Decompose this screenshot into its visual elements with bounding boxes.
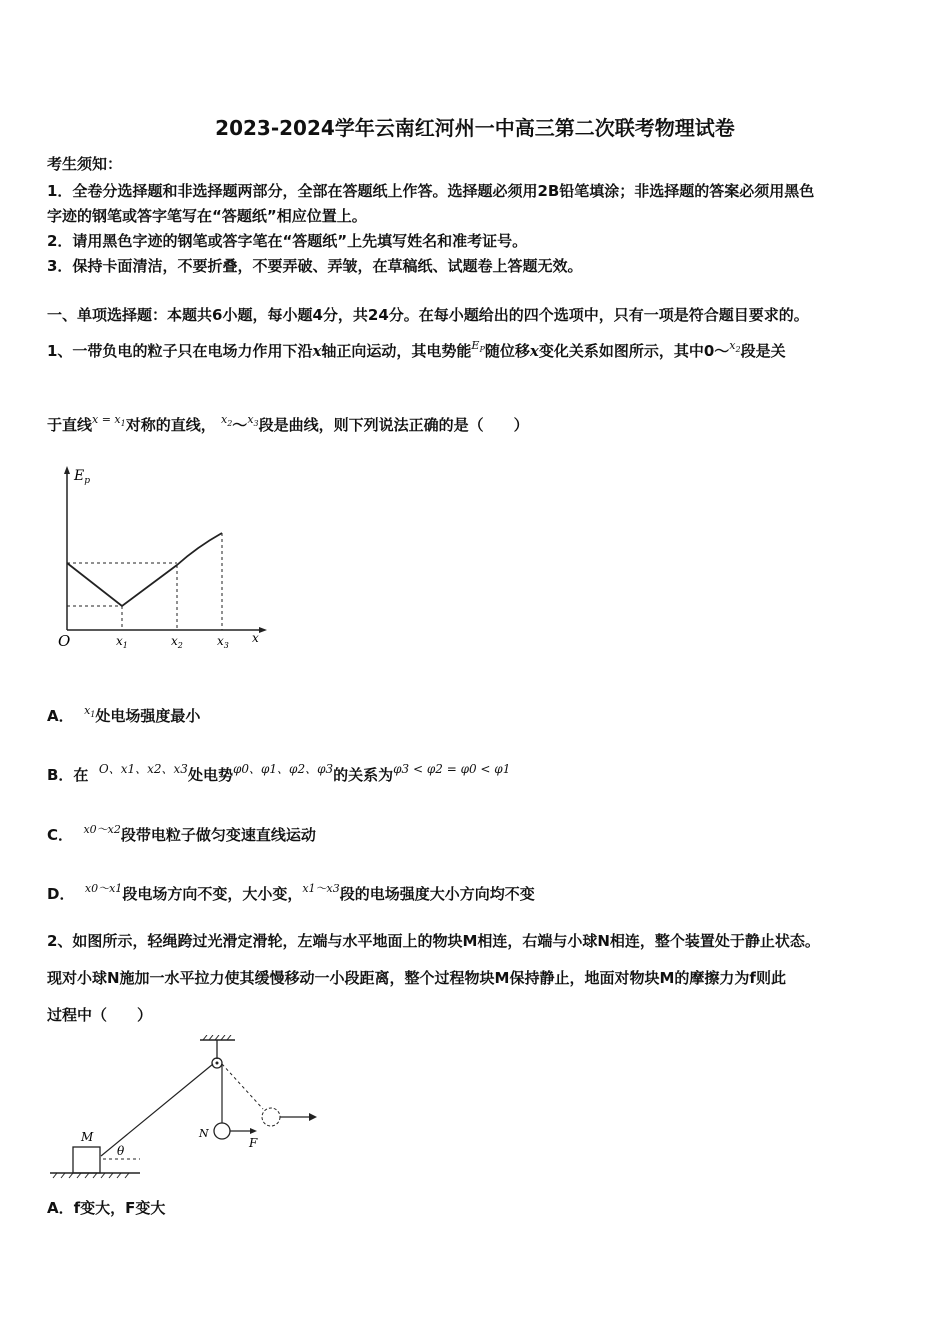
q1-text-h: 段是曲线，则下列说法正确的是（ ）	[258, 416, 529, 434]
section-heading: 一、单项选择题：本题共6小题，每小题4分，共24分。在每小题给出的四个选项中，只有一项是符合题目要求的。	[47, 306, 809, 324]
option-a-label: A．	[47, 707, 74, 725]
option-c-label: C．	[47, 826, 74, 844]
q2-line3: 过程中（ ）	[47, 1006, 153, 1024]
q1-x3: x3	[247, 413, 259, 429]
q1-text-g: 对称的直线，	[125, 416, 216, 434]
q1-option-b[interactable]	[47, 764, 510, 785]
option-b-mid: 处电势	[187, 766, 233, 784]
q2-line2: 现对小球N施加一水平拉力使其缓慢移动一小段距离，整个过程物块M保持静止，地面对物块M的摩擦力为f则此	[47, 969, 786, 987]
q1-ep: EP	[471, 339, 485, 355]
label-m: M	[81, 1130, 94, 1144]
q1-line2	[47, 414, 529, 435]
option-a-var: x1	[84, 704, 96, 720]
option-d-range2: x1～x3	[302, 882, 340, 895]
label-theta: θ	[117, 1144, 125, 1158]
q1-var-x-2: x	[529, 342, 539, 360]
option-c-text: 段带电粒子做匀变速直线运动	[120, 826, 316, 844]
notice-item-3: 3．保持卡面清洁，不要折叠，不要弄破、弄皱，在草稿纸、试题卷上答题无效。	[47, 257, 583, 275]
q1-option-a[interactable]	[47, 705, 200, 726]
q1-text-f: 于直线	[47, 416, 93, 434]
notice-item-1b: 字迹的钢笔或答字笔写在“答题纸”相应位置上。	[47, 207, 367, 225]
q1-option-d[interactable]	[47, 883, 535, 904]
option-c-range: x0～x2	[83, 823, 121, 836]
origin-label: O	[58, 632, 71, 650]
y-axis-arrow	[64, 466, 70, 474]
label-f: F	[249, 1136, 258, 1150]
label-n: N	[199, 1127, 209, 1140]
q2-option-a[interactable]: A．f变大，F变大	[47, 1199, 166, 1217]
ep-x-graph	[52, 462, 282, 662]
q1-x2: x2	[729, 339, 741, 355]
option-b-phis: φ0、φ1、φ2、φ3	[232, 762, 334, 776]
force-arrow-head	[309, 1113, 317, 1121]
q1-x2b: x2	[220, 413, 233, 429]
q1-var-x: x	[312, 342, 322, 360]
rope-dashed	[222, 1064, 263, 1109]
block-m	[73, 1147, 100, 1173]
option-d-range1: x0～x1	[84, 882, 123, 895]
x3-tick-label: $x_3$	[217, 634, 229, 650]
force-f-head	[250, 1128, 257, 1134]
ep-line-segment	[67, 563, 177, 606]
option-a-text: 处电场强度最小	[95, 707, 201, 725]
option-b-points: O、x1、x2、x3	[98, 762, 188, 776]
q1-text-c: 随位移	[484, 342, 530, 360]
notice-item-1a: 1．全卷分选择题和非选择题两部分，全部在答题纸上作答。选择题必须用2B铅笔填涂；非选择题的答案必须用黑色	[47, 182, 815, 200]
x-axis-label: x	[252, 631, 259, 645]
q1-tilde: ～	[232, 416, 248, 434]
x-axis-arrow	[259, 627, 267, 633]
q1-line1	[47, 340, 786, 361]
y-axis-label: $E_p$	[74, 468, 90, 486]
notice-heading: 考生须知：	[47, 155, 123, 173]
page-title: 2023-2024学年云南红河州一中高三第二次联考物理试卷	[215, 116, 735, 140]
q1-text-a: 1、一带负电的粒子只在电场力作用下沿	[47, 342, 313, 360]
q1-text-e: 段是关	[740, 342, 786, 360]
q1-option-c[interactable]	[47, 824, 316, 845]
option-d-text2: 段的电场强度大小方向均不变	[339, 885, 535, 903]
ep-curve-segment	[177, 533, 222, 565]
q2-line1: 2、如图所示，轻绳跨过光滑定滑轮，左端与水平地面上的物块M相连，右端与小球N相连，整个装置处于静止状态。	[47, 932, 820, 950]
q1-text-b: 轴正向运动，其电势能	[321, 342, 472, 360]
option-d-label: D．	[47, 885, 75, 903]
pulley-axle	[216, 1062, 219, 1065]
option-b-relation: φ3 < φ2 = φ0 < φ1	[393, 762, 511, 776]
x1-tick-label: $x_1$	[116, 634, 128, 650]
x2-tick-label: $x_2$	[171, 634, 183, 650]
q1-text-d: 变化关系如图所示，其中0～	[538, 342, 730, 360]
q1-eq: x = x1	[92, 413, 126, 429]
option-b-label: B．在	[47, 766, 89, 784]
notice-item-2: 2．请用黑色字迹的钢笔或答字笔在“答题纸”上先填写姓名和准考证号。	[47, 232, 528, 250]
option-b-rel-label: 的关系为	[333, 766, 394, 784]
rope-left	[101, 1064, 213, 1156]
option-d-text1: 段电场方向不变，大小变，	[122, 885, 303, 903]
pulley-figure	[45, 1035, 335, 1185]
ball-displaced	[262, 1108, 280, 1126]
ball-n	[214, 1123, 230, 1139]
